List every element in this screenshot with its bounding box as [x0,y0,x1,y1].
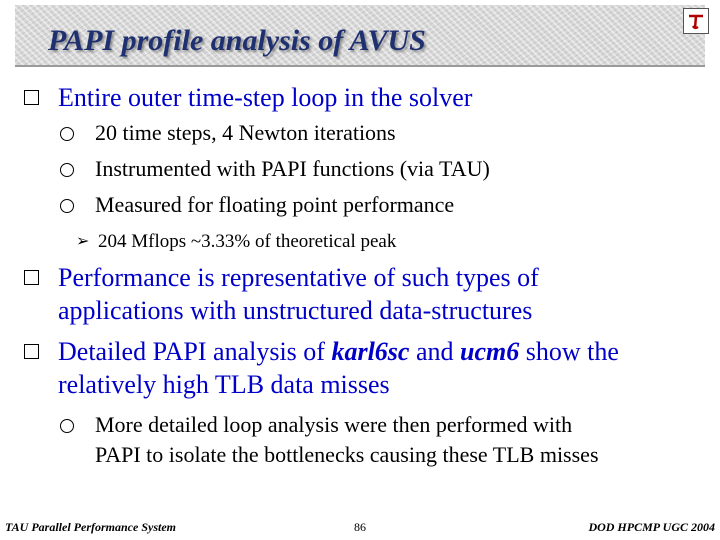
circle-bullet-icon [60,163,74,177]
bullet-1-sub-1: 20 time steps, 4 Newton iterations [95,120,396,145]
square-bullet-icon [24,90,39,105]
bullet-1-sub-2: Instrumented with PAPI functions (via TAU) [95,156,490,181]
bullet-1-sub-3: Measured for floating point performance [95,192,455,217]
square-bullet-icon [24,344,39,359]
bullet-2-line-1: Performance is representative of such types of [58,263,539,292]
tau-logo-glyph-icon [684,9,708,33]
bullet-3-sub-1-line-2: PAPI to isolate the bottlenecks causing these TLB misses [95,442,599,467]
footer-right: DOD HPCMP UGC 2004 [588,520,715,534]
bullet-1-sub-3-detail: 204 Mflops ~3.33% of theoretical peak [98,231,397,252]
footer-left: TAU Parallel Performance System [5,520,176,534]
slide-title: PAPI profile analysis of AVUS [48,24,426,57]
bullet-3-emphasis-1: karl6sc [331,337,410,366]
tau-logo-icon [683,8,709,34]
bullet-3-line-1 [58,336,619,368]
bullet-2-line-2: applications with unstructured data-structures [58,296,533,325]
arrow-bullet-icon: ➢ [76,233,90,250]
bullet-3-text-b: and [409,337,461,366]
circle-bullet-icon [60,127,74,141]
square-bullet-icon [24,270,39,285]
page-number: 86 [354,520,366,534]
bullet-3-emphasis-2: ucm6 [460,337,520,366]
circle-bullet-icon [60,419,74,433]
bullet-1: Entire outer time-step loop in the solver [58,83,473,112]
bullet-3-text-c: show the [519,337,619,366]
bullet-3-sub-1-line-1: More detailed loop analysis were then performed with [95,412,573,437]
circle-bullet-icon [60,199,74,213]
bullet-3-text-a: Detailed PAPI analysis of [58,337,332,366]
title-bar [15,5,705,67]
bullet-3-line-2: relatively high TLB data misses [58,370,390,399]
